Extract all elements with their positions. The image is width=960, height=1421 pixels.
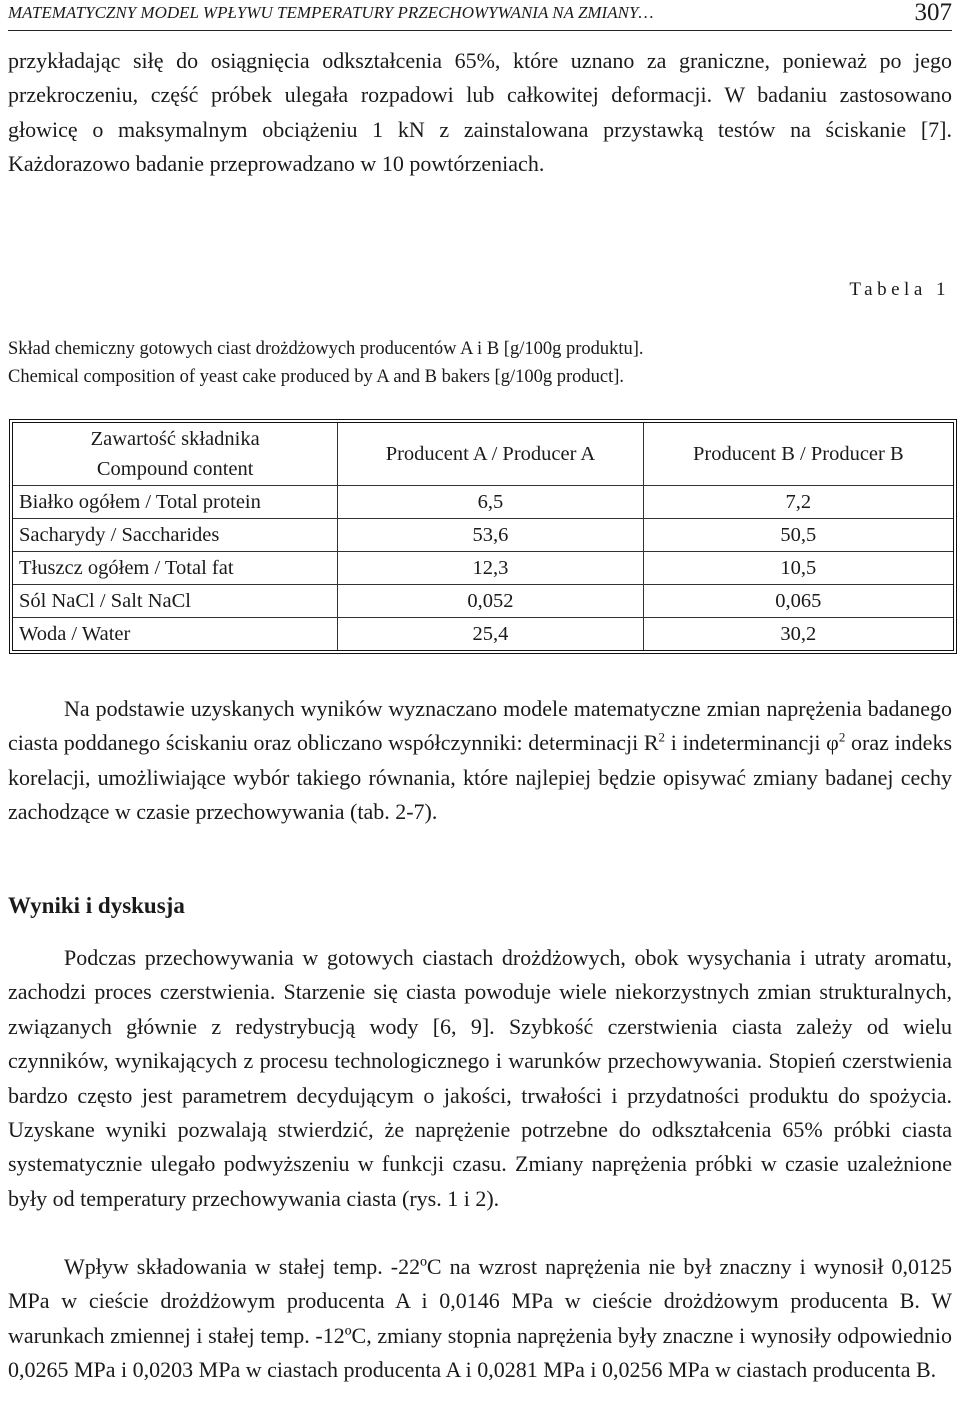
section-title: Wyniki i dyskusja — [8, 893, 185, 918]
row-value-b: 10,5 — [644, 552, 953, 585]
header-compound-en: Compound content — [96, 458, 254, 480]
superscript: 2 — [838, 730, 846, 746]
row-value-a: 0,052 — [338, 585, 643, 618]
table-row — [13, 552, 953, 585]
methods-paragraph — [8, 692, 952, 830]
row-label: Sól NaCl / Salt NaCl — [13, 585, 338, 618]
methods-text-2: i indeterminancji φ — [665, 730, 839, 756]
table-header-row — [13, 423, 953, 486]
row-value-a: 6,5 — [338, 486, 643, 519]
methods-text-1: Na podstawie uzyskanych wyników wyznaczano modele matematyczne zmian naprężenia badanego ciasta poddanego ściskaniu oraz obliczano współczynniki: determinacji R — [8, 696, 952, 756]
row-value-a: 53,6 — [338, 519, 643, 552]
header-compound-pl: Zawartość składnika — [90, 428, 260, 450]
row-value-b: 50,5 — [644, 519, 953, 552]
table-row — [13, 486, 953, 519]
results-paragraph-2: Wpływ składowania w stałej temp. -22ºC na wzrost naprężenia nie był znaczny i wynosił 0,0125 MPa w cieście drożdżowym producenta A i 0,0146 MPa w cieście drożdżowym producenta B. W warunkach zmiennej i stałej temp. -12ºC, zmiany stopnia naprężenia były znaczne i wynosiły odpowiednio 0,0265 MPa i 0,0203 MPa w ciastach producenta A i 0,0281 MPa i 0,0256 MPa w ciastach producenta B. — [8, 1254, 952, 1383]
row-value-b: 7,2 — [644, 486, 953, 519]
row-label: Białko ogółem / Total protein — [13, 486, 338, 519]
table-label: Tabela 1 — [849, 279, 950, 300]
intro-paragraph: przykładając siłę do osiągnięcia odkształcenia 65%, które uznano za graniczne, ponieważ po jego przekroczeniu, część próbek ulegała rozpadowi lub całkowitej deformacji. W badaniu zastosowano głowicę o maksymalnym obciążeniu 1 kN z zainstalowana przystawką testów na ściskanie [7]. Każdorazowo badanie przeprowadzano w 10 powtórzeniach. — [8, 48, 952, 177]
table-row — [13, 618, 953, 650]
page-number: 307 — [914, 0, 952, 26]
running-header — [8, 0, 952, 31]
row-value-b: 30,2 — [780, 623, 817, 645]
row-label: Woda / Water — [13, 618, 338, 650]
table-row — [13, 585, 953, 618]
header-producer-b: Producent B / Producer B — [644, 423, 953, 486]
row-value-b: 0,065 — [644, 585, 953, 618]
methods-text-3: oraz indeks korelacji, umożliwiające wybór takiego równania, które najlepiej będzie opisywać zmiany badanej cechy zachodzące w czasie przechowywania (tab. 2-7). — [8, 730, 953, 825]
running-title: MATEMATYCZNY MODEL WPŁYWU TEMPERATURY PRZECHOWYWANIA NA ZMIANY… — [8, 3, 654, 22]
superscript: 2 — [658, 730, 666, 746]
chemical-composition-table — [12, 422, 954, 651]
table-row — [13, 519, 953, 552]
row-value-a: 25,4 — [338, 618, 643, 650]
row-label: Tłuszcz ogółem / Total fat — [13, 552, 338, 585]
header-producer-a: Producent A / Producer A — [338, 423, 643, 486]
header-compound — [13, 423, 338, 486]
results-paragraph-1: Podczas przechowywania w gotowych ciastach drożdżowych, obok wysychania i utraty aromatu, zachodzi proces czerstwienia. Starzenie się ciasta powoduje wiele niekorzystnych zmian strukturalnych, związanych głównie z redystrybucją wody [6, 9]. Szybkość czerstwienia ciasta zależy od wielu czynników, wynikających z procesu technologicznego i warunków przechowywania. Stopień czerstwienia bardzo często jest parametrem decydującym o jakości, trwałości i przydatności produktu do spożycia. Uzyskane wyniki pozwalają stwierdzić, że naprężenie potrzebne do odkształcenia 65% próbki ciasta systematycznie ulegało podwyższeniu w funkcji czasu. Zmiany naprężenia próbki w czasie uzależnione były od temperatury przechowywania ciasta (rys. 1 i 2). — [8, 945, 952, 1211]
row-value-a: 12,3 — [338, 552, 643, 585]
table-caption-en: Chemical composition of yeast cake produced by A and B bakers [g/100g product]. — [8, 367, 625, 387]
row-label: Sacharydy / Saccharides — [13, 519, 338, 552]
table-caption-pl: Skład chemiczny gotowych ciast drożdżowych producentów A i B [g/100g produktu]. — [8, 339, 644, 359]
